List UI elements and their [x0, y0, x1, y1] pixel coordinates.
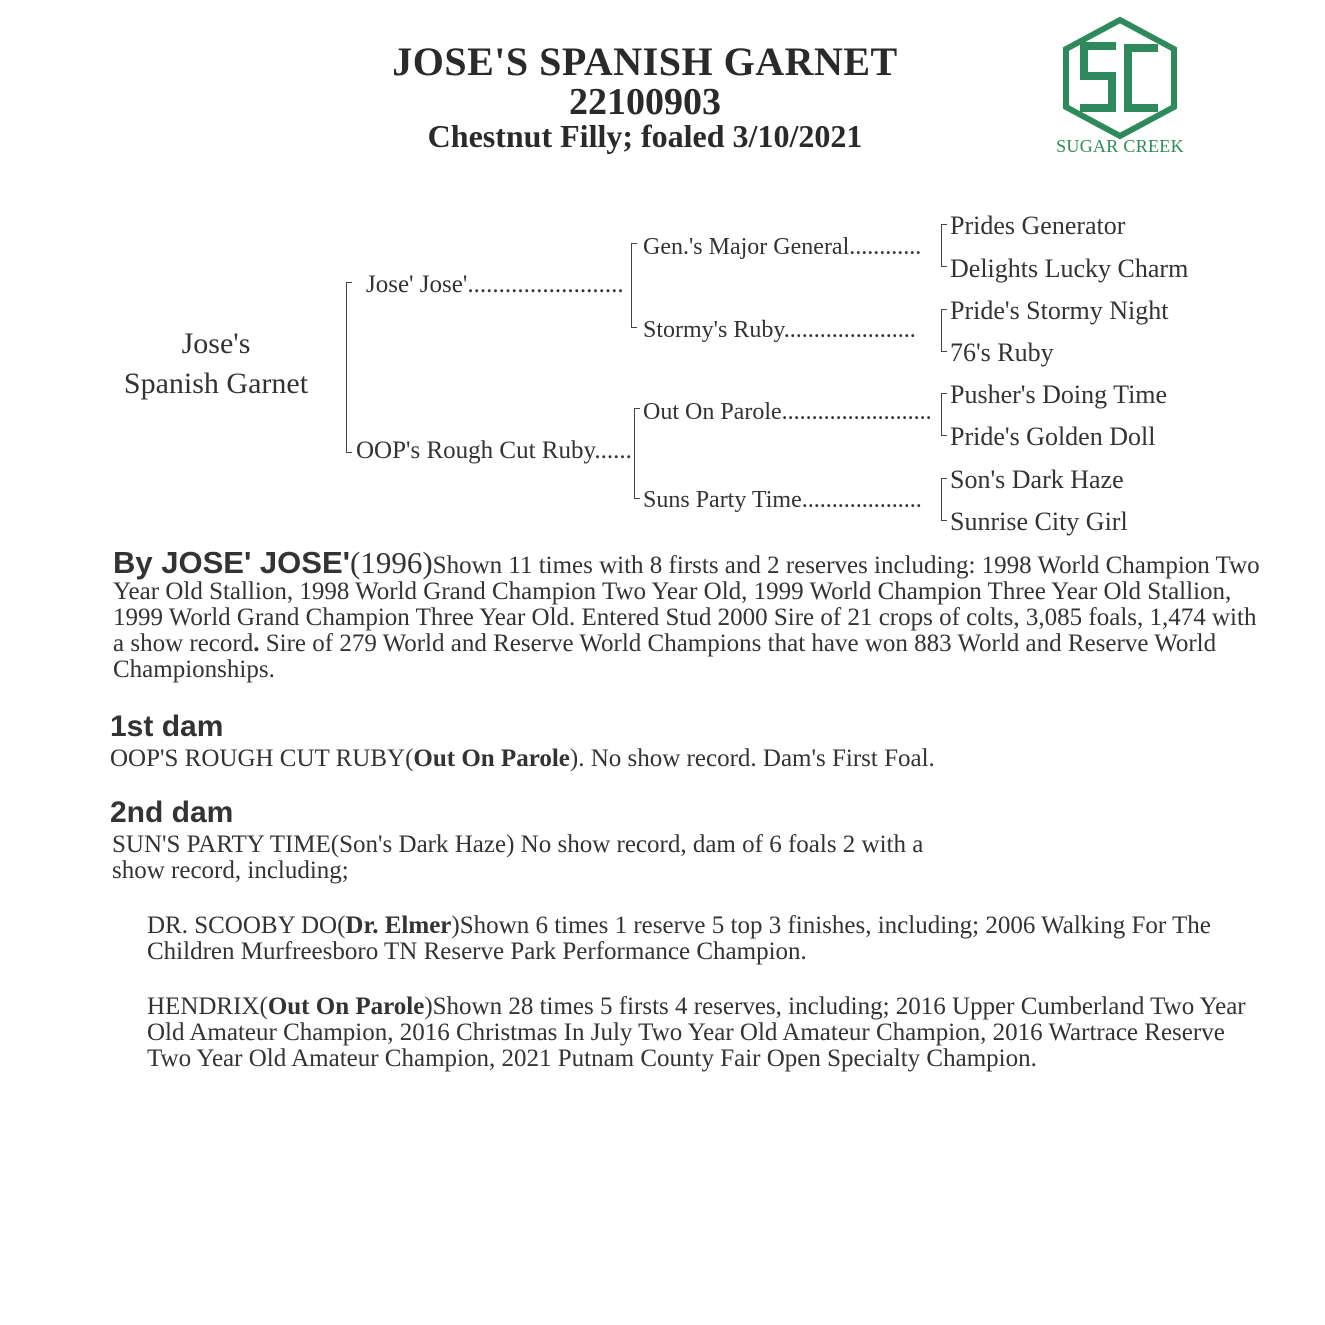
gen3-ancestor-5: Pusher's Doing Time — [950, 380, 1168, 409]
pedigree-subject — [96, 324, 336, 404]
offspring-1-name: DR. SCOOBY DO( — [147, 912, 346, 939]
first-dam-heading: 1st dam — [110, 710, 224, 743]
bracket-gen3-1 — [941, 224, 942, 266]
bracket-gen1-bottom — [346, 452, 352, 453]
sire-year: (1996) — [350, 545, 433, 580]
bracket-gen2-sire — [631, 243, 632, 327]
sire-period: . — [253, 630, 260, 657]
bracket-gen3-4-bottom — [941, 520, 947, 521]
bracket-gen3-2-bottom — [941, 351, 947, 352]
bracket-gen3-2-top — [941, 309, 947, 310]
sire-lead: By JOSE' JOSE' — [113, 545, 351, 580]
first-dam-name: OOP'S ROUGH CUT RUBY( — [110, 745, 414, 772]
dam-sire-name: Out On Parole......................... — [643, 399, 932, 425]
second-dam-heading: 2nd dam — [110, 796, 234, 829]
bracket-gen3-4-top — [941, 478, 947, 479]
bracket-gen2-sire-bottom — [631, 327, 637, 328]
offspring-2-name: HENDRIX( — [147, 993, 268, 1020]
offspring-1 — [147, 913, 1267, 965]
sire-name: Jose' Jose'......................... — [366, 271, 624, 298]
bracket-gen3-3-top — [941, 393, 947, 394]
sc-monogram-icon — [1060, 16, 1180, 140]
bracket-gen2-dam — [634, 408, 635, 498]
gen3-ancestor-8: Sunrise City Girl — [950, 507, 1128, 536]
horse-name-title: JOSE'S SPANISH GARNET — [392, 39, 898, 84]
bracket-gen1 — [346, 282, 347, 452]
horse-description: Chestnut Filly; foaled 3/10/2021 — [427, 118, 863, 154]
bracket-gen3-3-bottom — [941, 435, 947, 436]
gen3-ancestor-7: Son's Dark Haze — [950, 465, 1124, 494]
bracket-gen1-top — [346, 282, 352, 283]
gen3-ancestor-2: Delights Lucky Charm — [950, 254, 1189, 283]
offspring-1-sire: Dr. Elmer — [345, 912, 452, 939]
first-dam-record: ). No show record. Dam's First Foal. — [569, 745, 935, 772]
gen3-ancestor-4: 76's Ruby — [950, 338, 1054, 367]
sire-record-cont: Sire of 279 World and Reserve World Champions that have won 883 World and Reserve World Championships. — [113, 630, 1217, 683]
offspring-2-sire: Out On Parole — [267, 993, 425, 1020]
bracket-gen3-1-top — [941, 224, 947, 225]
gen3-ancestor-1: Prides Generator — [950, 211, 1126, 240]
sire-sire-name: Gen.'s Major General............ — [643, 234, 922, 260]
bracket-gen2-dam-top — [634, 408, 640, 409]
offspring-2-record: )Shown 28 times 5 firsts 4 reserves, including; 2016 Upper Cumberland Two Year Old Amateur Champion, 2016 Christmas In July Two Year Old Amateur Champion, 2016 Wartrace Reserve Two Year Old Amateur Champion, 2021 Putnam County Fair Open Specialty Champion. — [147, 993, 1246, 1072]
sire-record: Shown 11 times with 8 firsts and 2 reserves including: 1998 World Champion Two Year Old Stallion, 1998 World Grand Champion Two Year Old, 1999 World Champion Three Year Old Stallion, 1999 World Grand Champion Three Year Old. Entered Stud 2000 Sire of 21 crops of colts, 3,085 foals, 1,474 with a show record — [113, 552, 1260, 657]
bracket-gen2-sire-top — [631, 243, 637, 244]
first-dam-paragraph — [110, 746, 1260, 772]
bracket-gen2-dam-bottom — [634, 498, 640, 499]
subject-line-2: Spanish Garnet — [123, 367, 309, 400]
registration-number: 22100903 — [569, 81, 721, 123]
offspring-1-record: )Shown 6 times 1 reserve 5 top 3 finishes, including; 2006 Walking For The Children Murfreesboro TN Reserve Park Performance Champion. — [147, 912, 1211, 965]
second-dam-paragraph: SUN'S PARTY TIME(Son's Dark Haze) No show record, dam of 6 foals 2 with a show record, including; — [112, 831, 924, 884]
gen3-ancestor-3: Pride's Stormy Night — [950, 296, 1169, 325]
dam-name: OOP's Rough Cut Ruby...... — [356, 437, 632, 464]
logo-text: SUGAR CREEK — [1056, 136, 1184, 156]
first-dam-sire: Out On Parole — [413, 745, 570, 772]
sire-paragraph — [113, 545, 1263, 683]
bracket-gen3-4 — [941, 478, 942, 520]
dam-dam-name: Suns Party Time.................... — [643, 487, 922, 513]
sire-dam-name: Stormy's Ruby...................... — [643, 317, 916, 343]
subject-line-1: Jose's — [181, 327, 251, 360]
gen3-ancestor-6: Pride's Golden Doll — [950, 422, 1156, 451]
bracket-gen3-3 — [941, 393, 942, 435]
bracket-gen3-2 — [941, 309, 942, 351]
offspring-2 — [147, 994, 1267, 1072]
bracket-gen3-1-bottom — [941, 266, 947, 267]
